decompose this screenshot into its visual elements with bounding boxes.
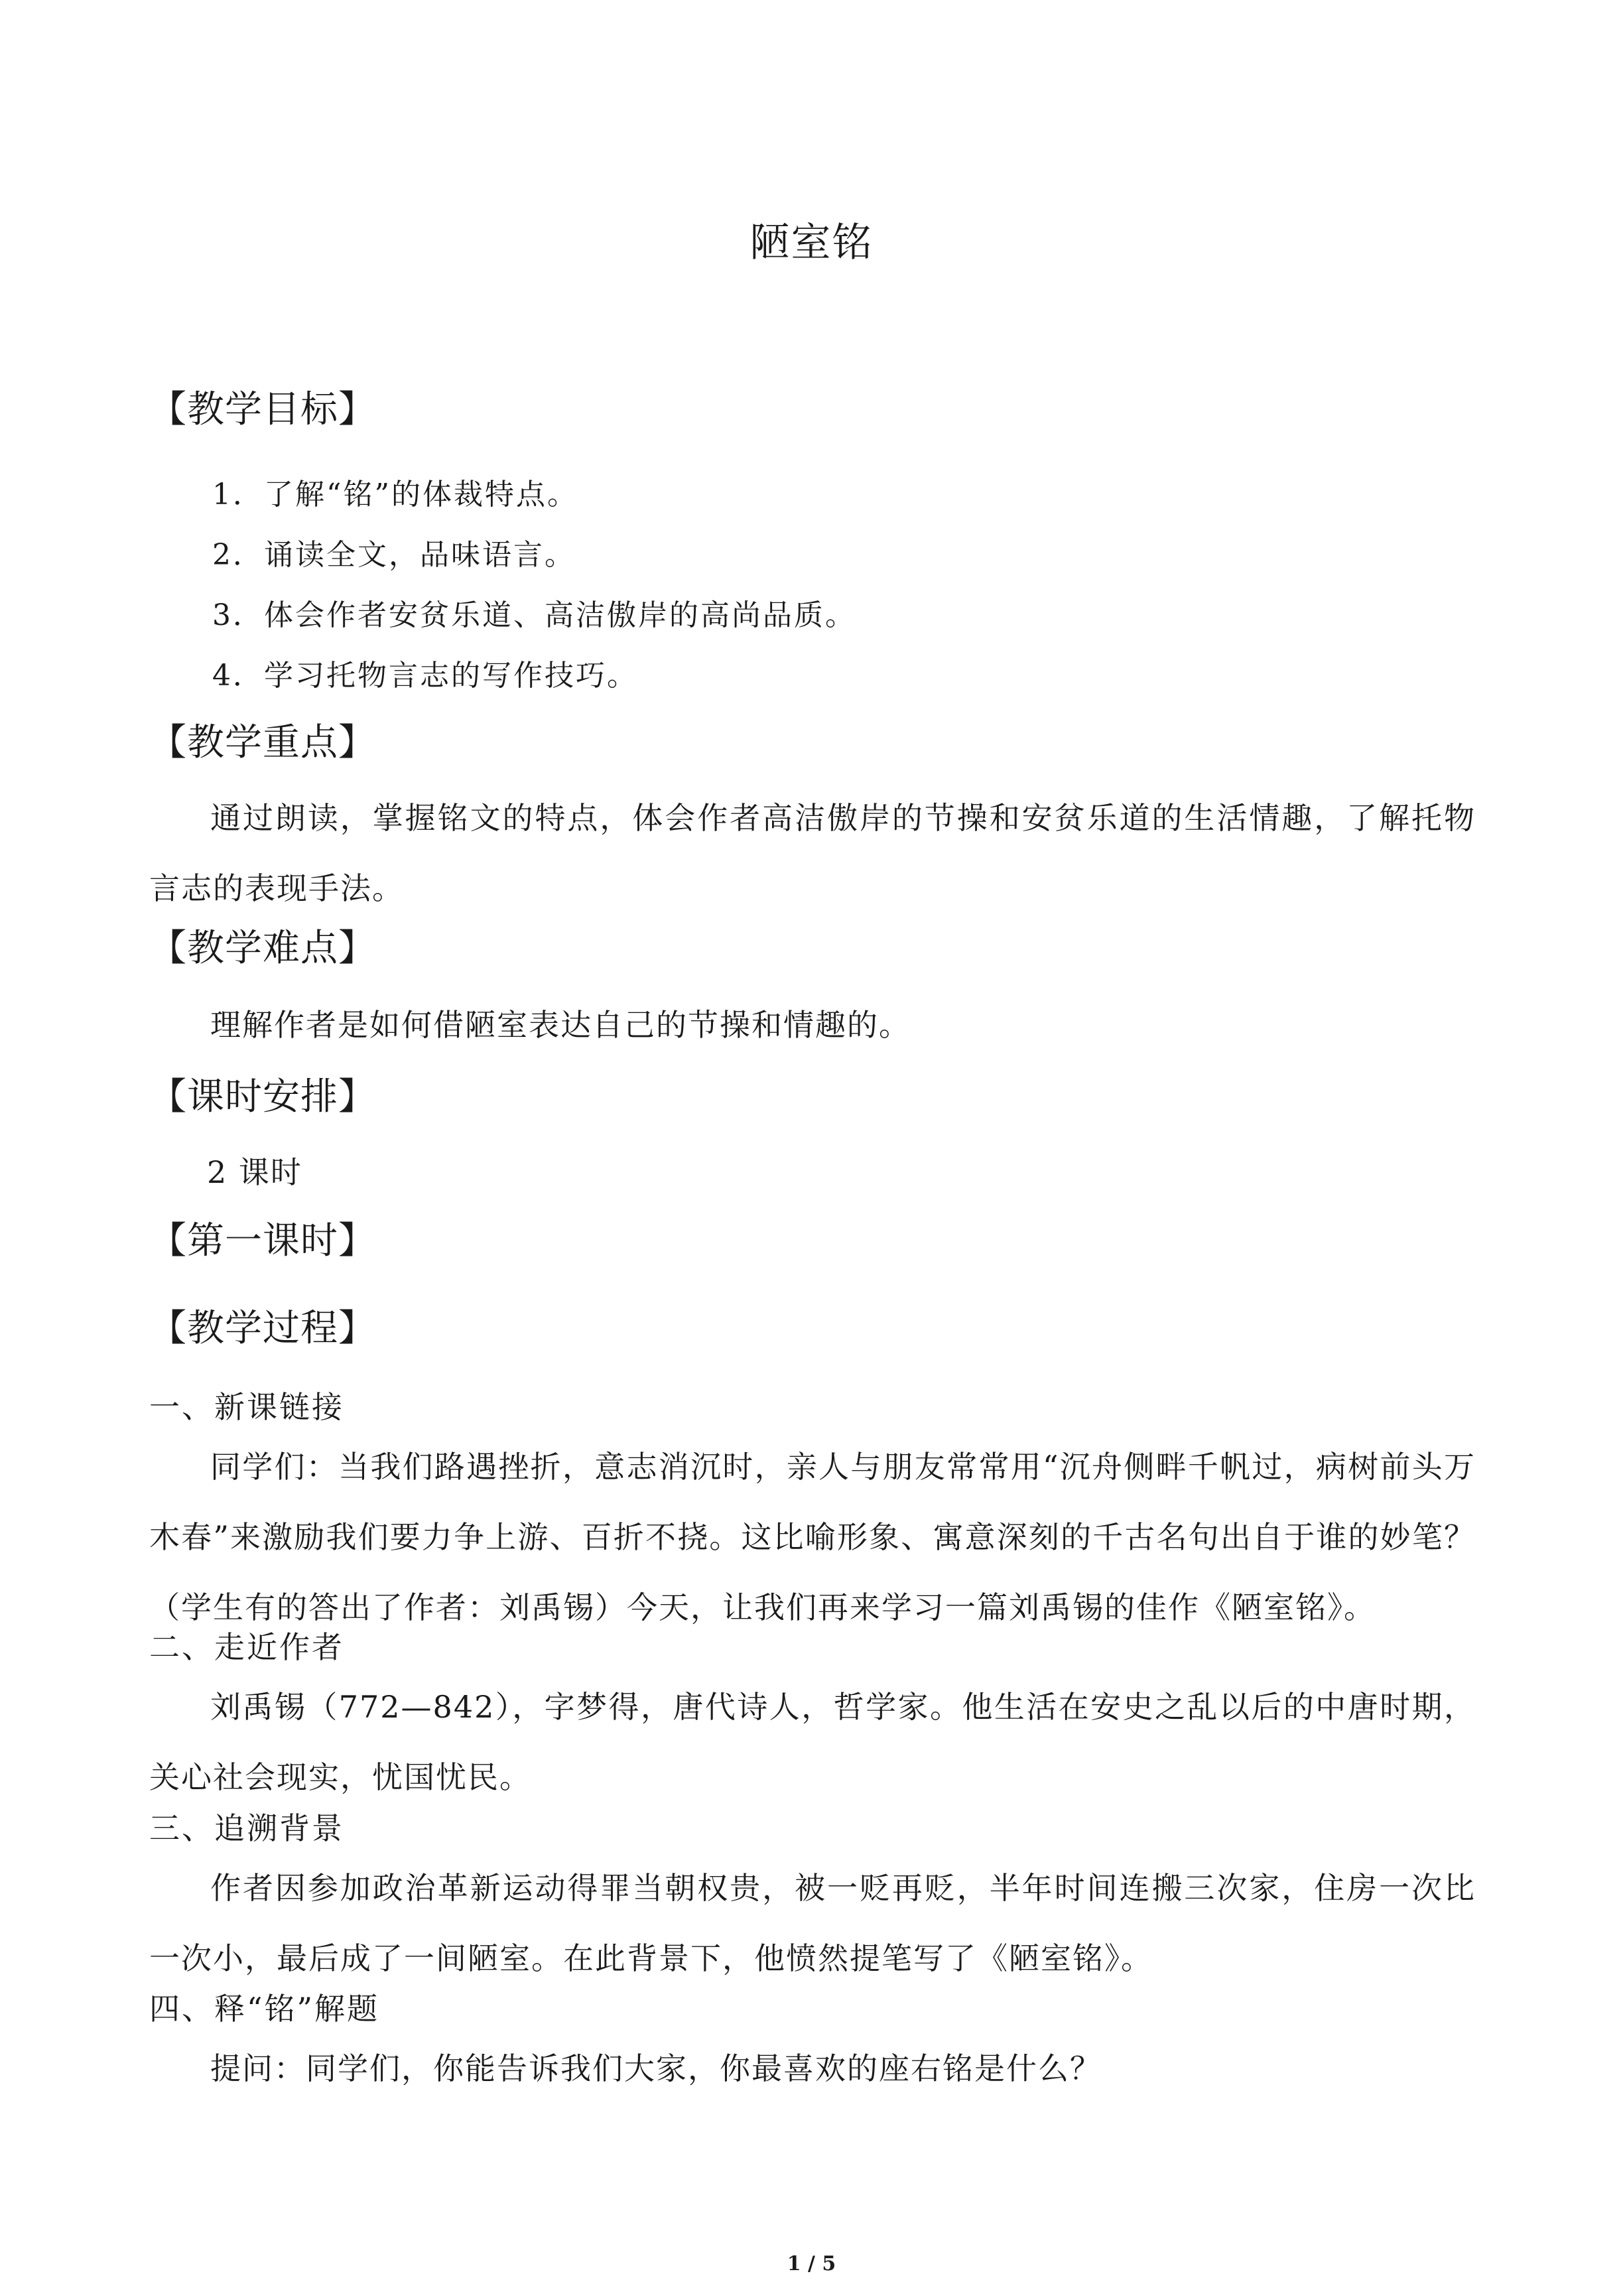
page-number: 1 / 5 [787,2252,836,2275]
difficulties-text: 理解作者是如何借陋室表达自己的节操和情趣的。 [210,1007,911,1043]
first-lesson-heading: 【第一课时】 [149,1219,376,1262]
process-section-title-3: 三、追溯背景 [149,1810,344,1846]
process-section-title-1: 一、新课链接 [149,1389,344,1425]
difficulties-heading: 【教学难点】 [149,927,376,970]
schedule-heading: 【课时安排】 [149,1075,376,1118]
process-section-text-4: 提问：同学们，你能告诉我们大家，你最喜欢的座右铭是什么？ [210,2051,1102,2086]
key-points-heading: 【教学重点】 [149,721,376,764]
process-section-title-2: 二、走近作者 [149,1629,344,1665]
process-section-title-4: 四、释“铭”解题 [149,1991,380,2027]
objectives-heading: 【教学目标】 [149,388,376,431]
document-title: 陋室铭 [749,220,874,266]
process-section-text-2: 刘禹锡（772—842），字梦得，唐代诗人，哲学家。他生活在安史之乱以后的中唐时期，关心社会现实，忧国忧民。 [149,1689,1476,1795]
process-heading: 【教学过程】 [149,1307,376,1350]
key-points-text: 通过朗读，掌握铭文的特点，体会作者高洁傲岸的节操和安贫乐道的生活情趣，了解托物言志的表现手法。 [149,800,1476,906]
objective-item-3: 3．体会作者安贫乐道、高洁傲岸的高尚品质。 [212,598,856,632]
process-section-text-3: 作者因参加政治革新运动得罪当朝权贵，被一贬再贬，半年时间连搬三次家，住房一次比一次小，最后成了一间陋室。在此背景下，他愤然提笔写了《陋室铭》。 [149,1870,1476,1976]
objective-item-2: 2．诵读全文，品味语言。 [212,538,576,572]
process-section-text-1: 同学们：当我们路遇挫折，意志消沉时，亲人与朋友常常用“沉舟侧畔千帆过，病树前头万木春”来激励我们要力争上游、百折不挠。这比喻形象、寓意深刻的千古名句出自于谁的妙笔？（学生有的答出了作者：刘禹锡）今天，让我们再来学习一篇刘禹锡的佳作《陋室铭》。 [149,1449,1476,1625]
schedule-text: 2 课时 [207,1154,302,1190]
objective-item-4: 4．学习托物言志的写作技巧。 [212,659,638,693]
objective-item-1: 1．了解“铭”的体裁特点。 [212,478,578,511]
